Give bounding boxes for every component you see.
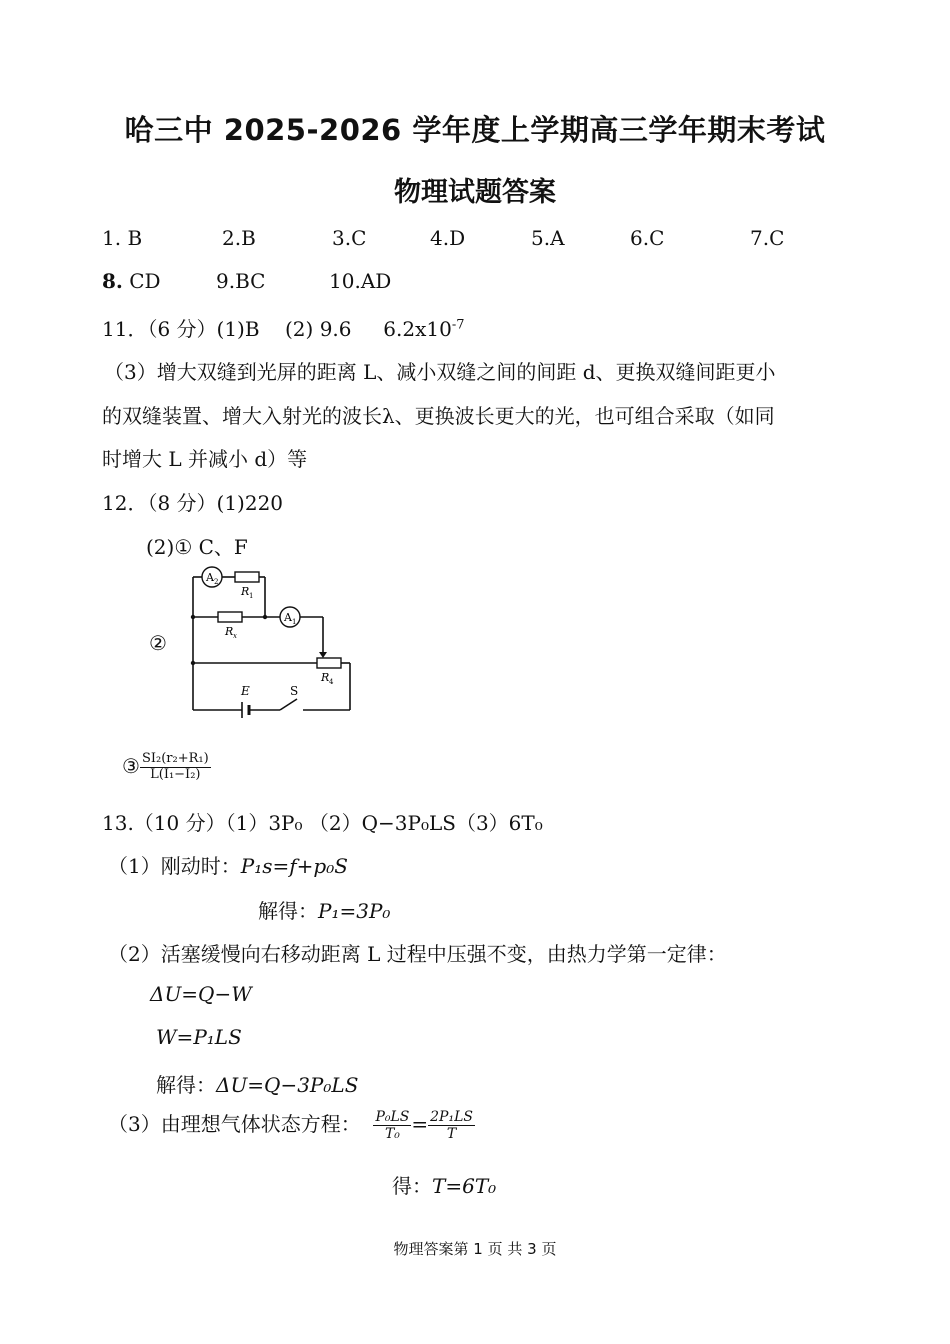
label-e: E — [241, 684, 250, 698]
q13-part2-eq1: ΔU=Q−W — [150, 982, 252, 1006]
q12-header: 12．（8 分）(1)220 — [102, 491, 284, 515]
q13-part2-solution: 解得：ΔU=Q−3P₀LS — [156, 1073, 359, 1097]
q11-part3-line1: （3）增大双缝到光屏的距离 L、减小双缝之间的间距 d、更换双缝间距更小 — [104, 360, 776, 384]
circuit-diagram — [185, 560, 365, 720]
label-a2: A — [206, 571, 214, 584]
label-rx-sub: x — [233, 632, 237, 640]
slider-arrow-icon — [319, 652, 327, 658]
label-r4-sub: 4 — [329, 678, 334, 686]
q12-part2-2: ② — [149, 631, 167, 655]
page-subtitle: 物理试题答案 — [394, 177, 556, 208]
q13-part1-solution: 解得：P₁=3P₀ — [258, 899, 391, 923]
mc-answer-2: 2.B — [222, 226, 256, 250]
mc-answer-8: 8. CD — [102, 269, 161, 293]
label-r1-sub: 1 — [249, 592, 254, 600]
mc-answer-4: 4.D — [430, 226, 466, 250]
mc-answer-9: 9.BC — [216, 269, 266, 293]
label-a2-sub: 2 — [214, 578, 219, 586]
resistor-r1 — [235, 572, 259, 582]
label-a1-sub: 1 — [292, 618, 297, 626]
mc-answer-6: 6.C — [630, 226, 665, 250]
label-r1: R — [241, 585, 250, 598]
q13-part3: （3）由理想气体状态方程： $\frac{\text{P₀LS}}{\text{T₀}}$ = $\frac{\text{2P₁LS}}{T}$ — [108, 1108, 473, 1142]
mc-answer-5: 5.A — [531, 226, 565, 250]
label-rx: R — [225, 625, 234, 638]
q13-part3-solution: 得：T=6T₀ — [392, 1174, 497, 1198]
q11-header: 11．（6 分）(1)B (2) 9.6 $6.2x10^{-7}$ — [102, 317, 465, 341]
mc-answer-10: 10.AD — [329, 269, 392, 293]
q13-part1: （1）刚动时：P₁s=f+p₀S — [108, 854, 348, 878]
q11-part3-line3: 时增大 L 并减小 d）等 — [102, 447, 308, 471]
label-s: S — [290, 684, 299, 698]
page-footer: 物理答案第 1 页 共 3 页 — [393, 1240, 557, 1258]
label-a1: A — [284, 611, 292, 624]
rheostat-r4 — [317, 658, 341, 668]
q11-part3-line2: 的双缝装置、增大入射光的波长λ、更换波长更大的光，也可组合采取（如同 — [102, 404, 775, 428]
page-title: 哈三中 2025-2026 学年度上学期高三学年期末考试 — [124, 113, 826, 147]
resistor-rx — [218, 612, 242, 622]
label-r4: R — [321, 671, 330, 684]
q12-part2-1: (2)① C、F — [146, 535, 248, 559]
q13-header: 13.（10 分）（1）3P₀ （2）Q−3P₀LS（3）6T₀ — [102, 811, 543, 835]
q12-part2-3: ③ $\frac{\text{SI₂(r₂+R₁)}}{\text{L(I₁−I₂)}}$ — [122, 751, 209, 782]
q13-part2-eq2: W=P₁LS — [156, 1025, 242, 1049]
q13-part2-text: （2）活塞缓慢向右移动距离 L 过程中压强不变，由热力学第一定律： — [108, 942, 727, 966]
mc-answer-1: 1. B — [102, 226, 143, 250]
mc-answer-7: 7.C — [750, 226, 785, 250]
mc-answer-3: 3.C — [332, 226, 367, 250]
